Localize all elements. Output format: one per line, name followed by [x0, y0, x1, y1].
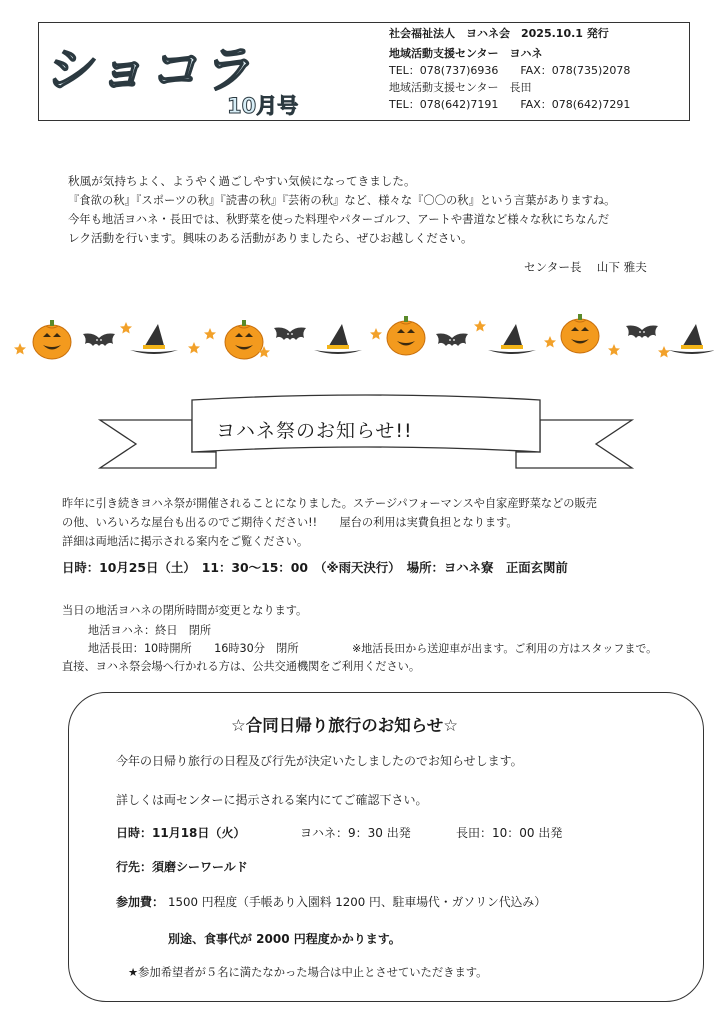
trip-yohane-depart: ヨハネ：9：30 出発: [300, 826, 411, 840]
greeting-line: 秋風が気持ちよく、ようやく過ごしやすい気候になってきました。: [68, 174, 416, 188]
festival-intro-line: 詳細は両地活に掲示される案内をご覧ください。: [62, 535, 309, 548]
greeting-line: レク活動を行います。興味のある活動がありましたら、ぜひお越しください。: [68, 231, 473, 245]
org-line: 社会福祉法人 ヨハネ会 2025.10.1 発行: [389, 27, 609, 40]
trip-date: 日時：11月18日（火）: [116, 826, 246, 840]
trip-cancel-note: ★参加希望者が５名に満たなかった場合は中止とさせていただきます。: [128, 966, 488, 979]
center-yohane: 地域活動支援センター ヨハネ: [389, 47, 543, 60]
newsletter-title: ショコラ: [43, 41, 263, 99]
greeting-line: 今年も地活ヨハネ・長田では、秋野菜を使った料理やパターゴルフ、アートや書道など様々な秋にちなんだ: [68, 213, 610, 226]
trip-nagata-depart: 長田：10：00 出発: [456, 826, 563, 840]
nagata-hours: 地活長田：10時開所 16時30分 閉所: [88, 642, 299, 655]
trip-line: 詳しくは両センターに掲示される案内にてご確認下さい。: [116, 793, 428, 807]
tel-nagata: TEL：078(642)7191 FAX：078(642)7291: [389, 98, 631, 111]
day-trip-box: [68, 692, 704, 1002]
trip-meal-cost: 別途、食事代が 2000 円程度かかります。: [168, 932, 401, 946]
trip-destination: 行先：須磨シーワールド: [116, 860, 248, 874]
center-nagata: 地域活動支援センター 長田: [389, 81, 532, 94]
festival-intro-line: 昨年に引き続きヨハネ祭が開催されることになりました。ステージパフォーマンスや自家産野菜などの販売: [62, 497, 597, 510]
day-trip-heading: ☆合同日帰り旅行のお知らせ☆: [231, 716, 459, 735]
trip-fee-value: 1500 円程度（手帳あり入園料 1200 円、駐車場代・ガソリン代込み）: [168, 895, 547, 909]
festival-notice: 当日の地活ヨハネの閉所時間が変更となります。: [62, 604, 308, 617]
shuttle-note: ※地活長田から送迎車が出ます。ご利用の方はスタッフまで。: [352, 642, 658, 655]
issue-label: 10月号: [227, 94, 299, 118]
festival-datetime: 日時：10月25日（土） 11：30〜15：00 （※雨天決行） 場所：ヨハネ寮 正面玄関前: [62, 560, 568, 575]
direct-access-note: 直接、ヨハネ祭会場へ行かれる方は、公共交通機関をご利用ください。: [62, 660, 421, 673]
trip-line: 今年の日帰り旅行の日程及び行先が決定いたしましたのでお知らせします。: [116, 754, 523, 768]
yohane-hours: 地活ヨハネ：終日 閉所: [88, 624, 212, 637]
trip-fee-label: 参加費：: [116, 895, 165, 909]
tel-yohane: TEL：078(737)6936 FAX：078(735)2078: [389, 64, 631, 77]
signature: センター長 山下 雅夫: [524, 260, 647, 274]
halloween-decoration: [14, 312, 714, 368]
greeting-line: 『食欲の秋』『スポーツの秋』『読書の秋』『芸術の秋』など、様々な『〇〇の秋』という言葉がありますね。: [68, 194, 616, 207]
festival-intro-line: の他、いろいろな屋台も出るのでご期待ください!! 屋台の利用は実費負担となります。: [62, 516, 518, 529]
festival-heading: ヨハネ祭のお知らせ!!: [216, 420, 413, 442]
